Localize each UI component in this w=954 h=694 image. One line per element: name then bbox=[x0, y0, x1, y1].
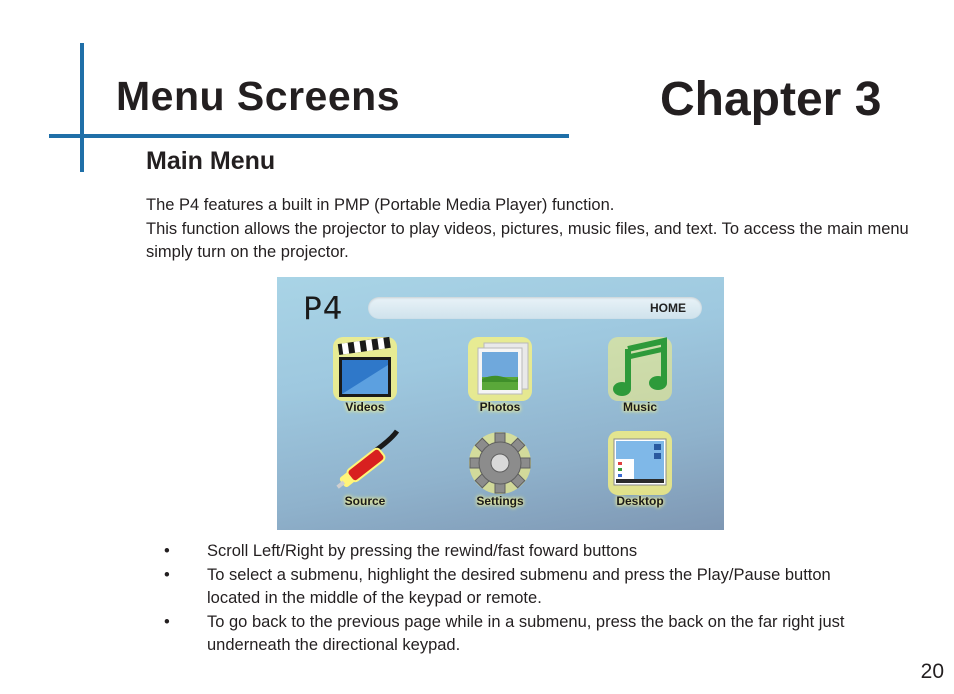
menu-tile-desktop[interactable] bbox=[585, 429, 695, 519]
tile-label: Source bbox=[344, 494, 386, 508]
home-bar bbox=[368, 297, 702, 319]
page-title: Menu Screens bbox=[116, 73, 400, 119]
page-number: 20 bbox=[920, 660, 944, 683]
main-menu-screenshot bbox=[277, 277, 724, 530]
list-item bbox=[164, 564, 884, 611]
list-item-text: To select a submenu, highlight the desired submenu and press the Play/Pause button located in the middle of the keypad or remote. bbox=[207, 565, 831, 607]
p4-logo: P4 bbox=[303, 291, 344, 327]
list-item bbox=[164, 540, 884, 564]
accent-horizontal-line bbox=[49, 134, 569, 138]
intro-text bbox=[146, 194, 926, 265]
menu-tile-settings[interactable] bbox=[445, 429, 555, 519]
menu-tile-source[interactable] bbox=[310, 429, 420, 519]
photos-icon bbox=[466, 335, 534, 403]
list-item-text: Scroll Left/Right by pressing the rewind/fast foward buttons bbox=[207, 542, 638, 560]
bullet-marker: • bbox=[164, 612, 170, 631]
home-label: HOME bbox=[650, 301, 686, 315]
tile-label: Videos bbox=[345, 400, 385, 414]
list-item bbox=[164, 611, 884, 658]
section-title: Main Menu bbox=[146, 147, 276, 175]
menu-tile-photos[interactable] bbox=[445, 335, 555, 425]
intro-line: This function allows the projector to play videos, pictures, music files, and text. To access the main menu simply turn on the projector. bbox=[146, 219, 909, 261]
chapter-label: Chapter 3 bbox=[660, 73, 882, 126]
desktop-icon bbox=[606, 429, 674, 497]
bullet-marker: • bbox=[164, 542, 170, 560]
menu-tile-music[interactable] bbox=[585, 335, 695, 425]
tile-label: Music bbox=[622, 400, 657, 414]
intro-line: The P4 features a built in PMP (Portable Media Player) function. bbox=[146, 196, 615, 214]
rca-cable-icon bbox=[331, 429, 399, 497]
music-notes-icon bbox=[606, 335, 674, 403]
tile-label: Photos bbox=[479, 400, 521, 414]
accent-vertical-line bbox=[80, 43, 84, 172]
tile-label: Desktop bbox=[616, 494, 664, 508]
list-item-text: To go back to the previous page while in a submenu, press the back on the far right just underneath the directional keypad. bbox=[207, 612, 845, 654]
tile-label: Settings bbox=[476, 494, 524, 508]
menu-tile-videos[interactable] bbox=[310, 335, 420, 425]
instruction-list bbox=[164, 540, 884, 658]
clapperboard-icon bbox=[331, 335, 399, 403]
bullet-marker: • bbox=[164, 565, 170, 584]
gear-icon bbox=[466, 429, 534, 497]
